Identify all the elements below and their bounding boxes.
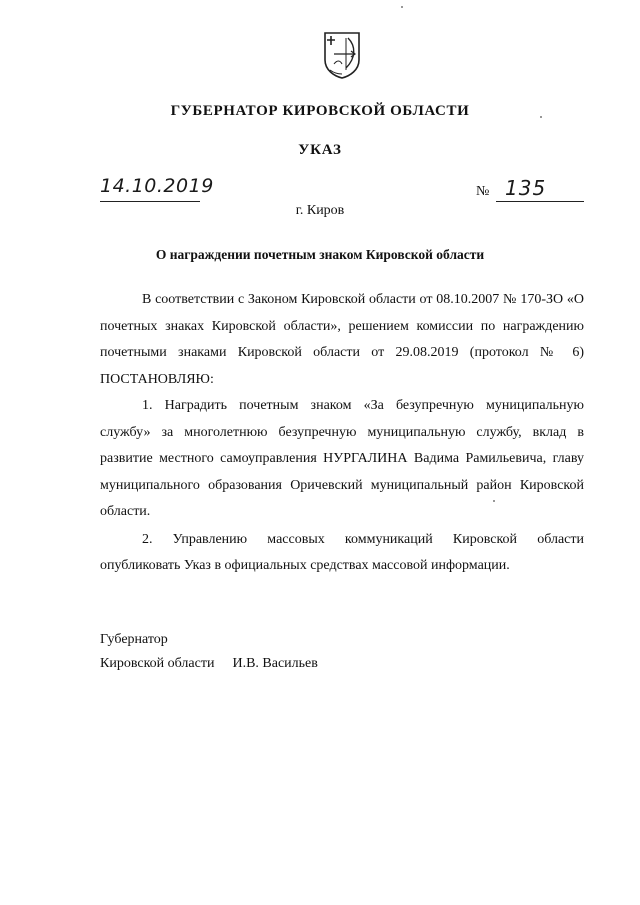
scan-speck <box>401 6 403 8</box>
preamble-paragraph: В соответствии с Законом Кировской области от 08.10.2007 № 170-ЗО «О почетных знаках Кировской области», решением комиссии по награждению почетными знаками Кировской области от 29.08.2019 (протокол № 6) ПОСТАНОВЛЯЮ: <box>100 292 584 387</box>
signatory-position-line1: Губернатор <box>100 632 168 647</box>
coat-of-arms-icon <box>322 30 362 80</box>
number-underline <box>496 201 584 202</box>
signature-block <box>100 628 318 676</box>
decree-date: 14.10.2019 <box>100 175 214 197</box>
decree-subject: О награждении почетным знаком Кировской области <box>155 247 485 262</box>
document-type: УКАЗ <box>298 142 342 158</box>
signatory-name: И.В. Васильев <box>232 656 318 671</box>
date-underline <box>100 201 200 202</box>
scan-speck <box>540 116 542 118</box>
city: г. Киров <box>295 203 345 218</box>
issuing-authority: ГУБЕРНАТОР КИРОВСКОЙ ОБЛАСТИ <box>170 103 470 119</box>
decree-number: 135 <box>505 176 547 200</box>
scan-speck <box>493 500 495 502</box>
decree-body <box>100 287 584 580</box>
item-1-paragraph: 1. Наградить почетным знаком «За безупречную муниципальную службу» за многолетнюю безупречную муниципальную службу, вклад в развитие местного самоуправления НУРГАЛИНА Вадима Рамильевича, главу муниципального образования Оричевский муниципальный район Кировской области. <box>100 398 584 519</box>
item-2-paragraph: 2. Управлению массовых коммуникаций Кировской области опубликовать Указ в официальных средствах массовой информации. <box>100 531 584 573</box>
signatory-region: Кировской области <box>100 656 215 671</box>
signatory-position-line2 <box>100 652 318 676</box>
number-label: № <box>476 184 490 199</box>
